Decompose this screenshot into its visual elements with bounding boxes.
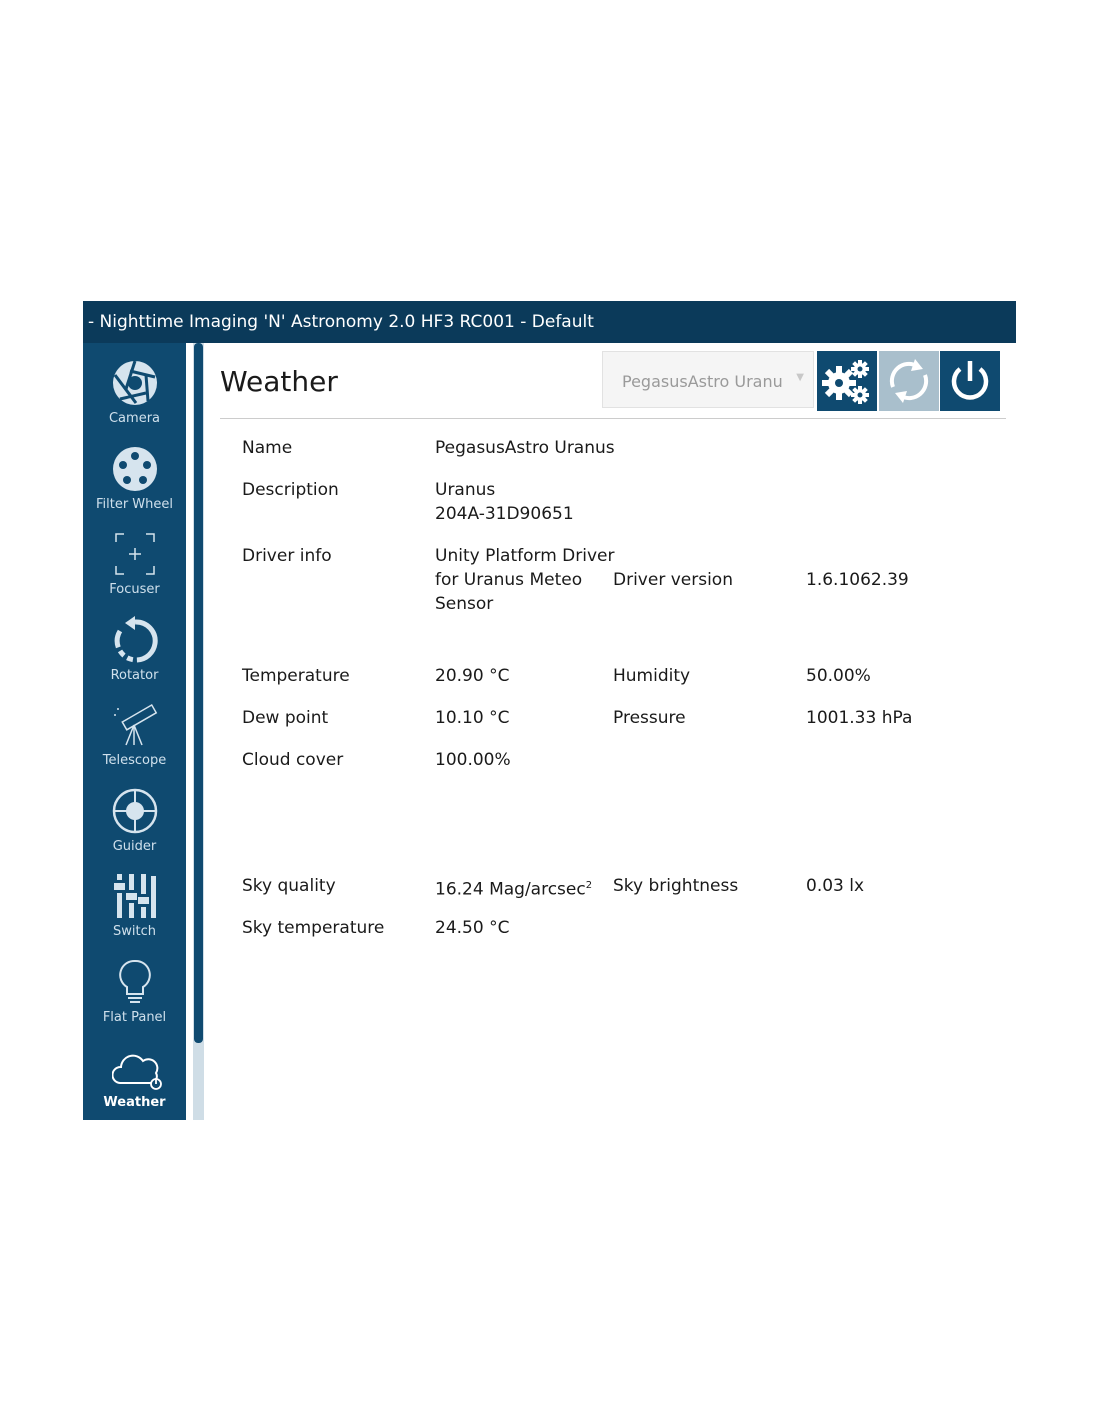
- settings-button[interactable]: [817, 351, 877, 411]
- header-divider: [220, 418, 1006, 419]
- sidebar-item-weather[interactable]: [83, 1043, 186, 1127]
- sidebar-item-label: Switch: [113, 924, 156, 939]
- sky-quality-exponent: 2: [585, 880, 593, 891]
- window-title: - Nighttime Imaging 'N' Astronomy 2.0 HF3 RC001 - Default: [88, 312, 594, 332]
- sidebar-item-label: Guider: [112, 839, 157, 854]
- refresh-icon: [879, 351, 939, 411]
- name-label: Name: [242, 438, 293, 458]
- sky-brightness-value: 0.03 lx: [806, 876, 865, 896]
- equipment-sidebar: [83, 343, 186, 1120]
- weather-icon: [112, 1043, 162, 1091]
- description-value: Uranus 204A-31D90651: [435, 480, 574, 524]
- driver-version-value: 1.6.1062.39: [806, 570, 909, 590]
- cloud-cover-label: Cloud cover: [242, 750, 344, 770]
- sky-temperature-label: Sky temperature: [242, 918, 385, 938]
- telescope-icon: [112, 701, 158, 749]
- sky-temperature-value: 24.50 °C: [435, 918, 510, 938]
- sidebar-separator: [186, 343, 188, 1120]
- humidity-label: Humidity: [613, 666, 691, 686]
- sidebar-item-switch[interactable]: [83, 872, 186, 956]
- selected-device: PegasusAstro Uranu: [622, 372, 783, 391]
- sidebar-item-label: Weather: [103, 1095, 166, 1110]
- description-label: Description: [242, 480, 339, 500]
- sidebar-item-rotator[interactable]: [83, 616, 186, 700]
- driver-info-value: Unity Platform Driver for Uranus Meteo Sensor: [435, 546, 615, 614]
- sidebar-item-telescope[interactable]: [83, 701, 186, 785]
- chevron-down-icon: ▼: [796, 372, 804, 383]
- sidebar-item-label: Camera: [108, 411, 161, 426]
- pressure-value: 1001.33 hPa: [806, 708, 913, 728]
- focuser-icon: [112, 530, 158, 578]
- title-bar[interactable]: [83, 301, 1016, 343]
- sidebar-item-label: Focuser: [109, 582, 160, 597]
- sidebar-item-focuser[interactable]: [83, 530, 186, 614]
- disconnect-button[interactable]: [940, 351, 1000, 411]
- weather-device-dropdown[interactable]: [602, 351, 814, 408]
- temperature-value: 20.90 °C: [435, 666, 510, 686]
- guider-icon: [112, 787, 158, 835]
- camera-aperture-icon: [112, 359, 158, 407]
- sky-quality-value: 16.24 Mag/arcsec: [435, 879, 586, 900]
- sidebar-item-flat-panel[interactable]: [83, 958, 186, 1042]
- sidebar-item-label: Rotator: [110, 668, 159, 683]
- gears-icon: [817, 351, 877, 411]
- sidebar-scrollbar-thumb[interactable]: [194, 343, 203, 1043]
- power-icon: [940, 351, 1000, 411]
- temperature-label: Temperature: [242, 666, 350, 686]
- sidebar-item-filter-wheel[interactable]: [83, 445, 186, 529]
- switch-icon: [112, 872, 158, 920]
- humidity-value: 50.00%: [806, 666, 871, 686]
- sky-quality-label: Sky quality: [242, 876, 336, 896]
- page-title: Weather: [220, 365, 338, 398]
- dew-point-label: Dew point: [242, 708, 329, 728]
- sky-brightness-label: Sky brightness: [613, 876, 739, 896]
- flat-panel-icon: [112, 958, 158, 1006]
- pressure-label: Pressure: [613, 708, 686, 728]
- sidebar-item-label: Flat Panel: [102, 1010, 167, 1025]
- cloud-cover-value: 100.00%: [435, 750, 511, 770]
- filter-wheel-icon: [112, 445, 158, 493]
- sidebar-item-camera[interactable]: [83, 359, 186, 443]
- rotator-icon: [112, 616, 158, 664]
- name-value: PegasusAstro Uranus: [435, 438, 615, 458]
- sky-quality-reading: [435, 874, 592, 902]
- app-window: [83, 301, 1016, 1120]
- driver-info-label: Driver info: [242, 546, 332, 566]
- sidebar-item-label: Filter Wheel: [95, 497, 174, 512]
- driver-version-label: Driver version: [613, 570, 733, 590]
- dew-point-value: 10.10 °C: [435, 708, 510, 728]
- sidebar-item-label: Telescope: [102, 753, 167, 768]
- sidebar-item-guider[interactable]: [83, 787, 186, 871]
- refresh-button[interactable]: [879, 351, 939, 411]
